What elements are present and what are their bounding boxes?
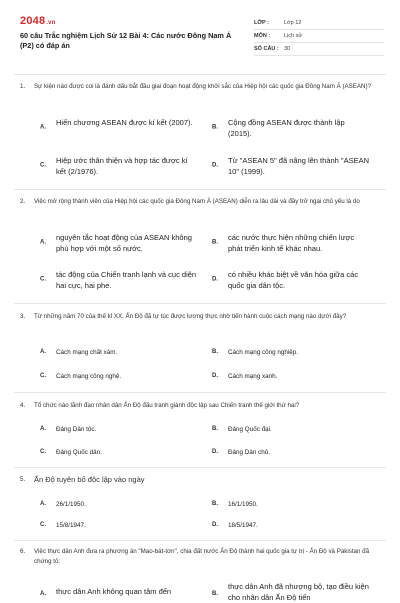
- option-d[interactable]: [212, 447, 382, 458]
- option-text: 16/1/1950.: [228, 501, 258, 508]
- option-label: D.: [212, 162, 218, 169]
- option-text: Cách mạng chất xám.: [56, 349, 118, 356]
- option-a[interactable]: [40, 232, 200, 254]
- option-d[interactable]: [212, 155, 382, 177]
- option-b[interactable]: [212, 117, 382, 139]
- option-text: Cộng đồng ASEAN được thành lập (2015).: [228, 118, 345, 138]
- question-text: Sự kiện nào được coi là đánh dấu bắt đầu giai đoạn hoạt động khởi sắc của Hiệp hội các quốc gia Đông Nam Á (ASEAN)?: [34, 83, 371, 90]
- option-text: Cách mạng công nghiệp.: [228, 349, 299, 356]
- option-text: Đảng Dân chủ.: [228, 449, 271, 456]
- option-d[interactable]: [212, 520, 382, 531]
- option-text: Cách mạng xanh.: [228, 373, 278, 380]
- option-text: Đảng Quốc đại.: [228, 426, 272, 433]
- option-text: 15/8/1947.: [56, 522, 86, 529]
- option-text: nguyên tắc hoạt động của ASEAN không phù hợp với một số nước.: [56, 233, 192, 253]
- option-c[interactable]: [40, 447, 200, 458]
- question-text: Từ những năm 70 của thế kỉ XX, Ấn Độ đã tự túc được lương thực nhờ tiến hành cuộc cách mạng nào dưới đây?: [34, 313, 347, 320]
- document-header: [0, 0, 400, 70]
- option-label: D.: [212, 449, 218, 455]
- option-label: C.: [40, 449, 46, 455]
- divider: [14, 189, 386, 190]
- option-b[interactable]: [212, 424, 382, 435]
- option-text: tác động của Chiến tranh lạnh và cục diện hai cực, hai phe.: [56, 270, 197, 290]
- option-label: A.: [40, 501, 46, 507]
- option-label: A.: [40, 124, 46, 131]
- question-text: Tổ chức nào lãnh đạo nhân dân Ấn Độ đấu tranh giành độc lập sau Chiến tranh thế giới thứ hai?: [34, 402, 300, 409]
- meta-table: [254, 17, 384, 56]
- logo-text: 2048: [20, 15, 46, 27]
- question-text: Việc mở rộng thành viên của Hiệp hội các quốc gia Đông Nam Á (ASEAN) diễn ra lâu dài và đầy trở ngại chủ yếu là do: [34, 198, 360, 205]
- option-label: C.: [40, 162, 46, 169]
- option-text: có nhiều khác biệt về văn hóa giữa các quốc gia dân tộc.: [228, 270, 359, 290]
- option-b[interactable]: [212, 499, 382, 510]
- question-text: Việc thực dân Anh đưa ra phương án "Mao-bát-tơn", chia đất nước Ấn Độ thành hai quốc gia tự trị - Ấn Độ và Pakistan đã chứng tỏ:: [34, 548, 370, 565]
- option-text: Từ "ASEAN 5" đã nâng lên thành "ASEAN 10" (1999).: [228, 156, 370, 176]
- divider: [14, 303, 386, 304]
- option-label: B.: [212, 426, 218, 432]
- meta-label: SỐ CÂU :: [254, 46, 279, 52]
- divider: [14, 392, 386, 393]
- option-text: Đảng Dân tộc.: [56, 426, 97, 433]
- option-text: các nước thực hiện những chiến lược phát triển kinh tế khác nhau.: [228, 233, 355, 253]
- divider: [14, 74, 386, 75]
- page-title: 60 câu Trắc nghiệm Lịch Sử 12 Bài 4: Các nước Đông Nam Á (P2) có đáp án: [20, 31, 232, 50]
- option-a[interactable]: [40, 424, 200, 435]
- option-label: A.: [40, 426, 46, 432]
- question-number: 4.: [20, 402, 26, 409]
- option-label: B.: [212, 501, 218, 507]
- divider: [14, 540, 386, 541]
- meta-label: LỚP :: [254, 20, 269, 26]
- option-a[interactable]: [40, 347, 200, 358]
- option-label: D.: [212, 522, 218, 528]
- option-a[interactable]: [40, 117, 200, 139]
- option-d[interactable]: [212, 371, 382, 382]
- option-label: D.: [212, 373, 218, 379]
- option-label: C.: [40, 276, 46, 283]
- option-text: Đảng Quốc dân.: [56, 449, 102, 456]
- meta-value: Lịch sử: [284, 33, 303, 39]
- divider: [14, 467, 386, 468]
- option-c[interactable]: [40, 520, 200, 531]
- meta-value: 30: [284, 46, 291, 52]
- meta-row-class: [254, 17, 384, 30]
- option-b[interactable]: [212, 581, 382, 600]
- option-c[interactable]: [40, 155, 200, 177]
- option-label: A.: [40, 591, 46, 597]
- question-text: Ấn Độ tuyên bố độc lập vào ngày: [34, 475, 145, 484]
- question-number: 6.: [20, 548, 26, 555]
- option-label: B.: [212, 349, 218, 355]
- question-number: 2.: [20, 198, 26, 205]
- option-text: Cách mạng công nghệ.: [56, 373, 122, 380]
- option-b[interactable]: [212, 347, 382, 358]
- option-label: B.: [212, 124, 218, 131]
- question-number: 3.: [20, 313, 26, 320]
- option-text: thực dân Anh không quan tâm đến: [56, 587, 172, 596]
- question-number: 5.: [20, 476, 26, 483]
- option-label: B.: [212, 591, 218, 597]
- option-label: B.: [212, 239, 218, 246]
- option-text: thực dân Anh đã nhượng bộ, tạo điều kiện cho nhân dân Ấn Độ tiến: [228, 582, 369, 602]
- option-d[interactable]: [212, 269, 382, 291]
- meta-row-subject: [254, 30, 384, 43]
- question-number: 1.: [20, 83, 26, 90]
- option-a[interactable]: [40, 499, 200, 510]
- option-text: 18/5/1947.: [228, 522, 258, 529]
- option-label: C.: [40, 373, 46, 379]
- option-label: C.: [40, 522, 46, 528]
- site-logo[interactable]: [20, 15, 56, 27]
- meta-row-count: [254, 43, 384, 56]
- option-label: D.: [212, 276, 218, 283]
- option-text: Hiến chương ASEAN được kí kết (2007).: [56, 118, 193, 127]
- option-label: A.: [40, 349, 46, 355]
- option-c[interactable]: [40, 269, 200, 291]
- meta-value: Lớp 12: [284, 20, 302, 26]
- option-a[interactable]: [40, 586, 200, 600]
- meta-label: MÔN :: [254, 33, 271, 39]
- option-b[interactable]: [212, 232, 382, 254]
- option-text: 26/1/1950.: [56, 501, 86, 508]
- logo-suffix: .vn: [46, 20, 56, 26]
- option-label: A.: [40, 239, 46, 246]
- option-c[interactable]: [40, 371, 200, 382]
- option-text: Hiệp ước thân thiện và hợp tác được kí kết (2/1976).: [56, 156, 188, 176]
